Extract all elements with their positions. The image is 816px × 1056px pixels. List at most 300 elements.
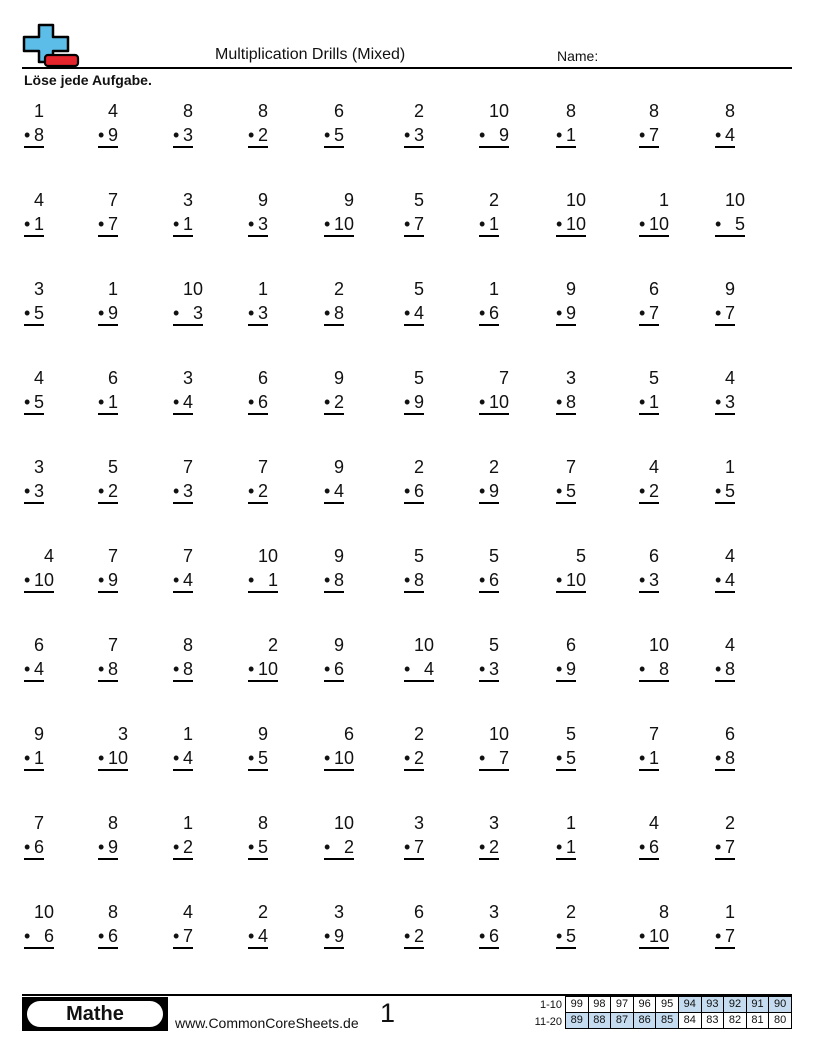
- multiplier-line: [404, 391, 424, 415]
- multiply-operator: •: [479, 125, 486, 145]
- problem: [324, 723, 354, 771]
- multiply-operator: •: [24, 570, 31, 590]
- multiplier-line: [324, 213, 354, 237]
- multiply-operator: •: [404, 659, 411, 679]
- multiply-operator: •: [173, 481, 180, 501]
- multiply-operator: •: [715, 926, 722, 946]
- problem: [556, 278, 576, 326]
- multiplicand: 6: [343, 724, 354, 744]
- score-row-label: 11-20: [534, 1016, 562, 1028]
- multiplier: 5: [257, 748, 268, 768]
- multiplier-line: [173, 836, 193, 860]
- multiply-operator: •: [479, 837, 486, 857]
- multiplicand: 4: [43, 546, 54, 566]
- problem: [173, 723, 193, 771]
- problem: [324, 634, 344, 682]
- score-cell: 80: [769, 1013, 792, 1029]
- multiplicand: 1: [182, 813, 193, 833]
- multiply-operator: •: [404, 481, 411, 501]
- multiply-operator: •: [24, 125, 31, 145]
- multiplier-line: [24, 747, 44, 771]
- multiply-operator: •: [479, 926, 486, 946]
- problem: [639, 634, 669, 682]
- problem: [715, 100, 735, 148]
- multiplier: 6: [488, 570, 499, 590]
- multiplier: 9: [333, 926, 344, 946]
- multiplier-line: [479, 391, 509, 415]
- multiplicand: 6: [33, 635, 44, 655]
- multiplier: 6: [107, 926, 118, 946]
- score-cell: 81: [746, 1013, 769, 1029]
- problem: [479, 367, 509, 415]
- multiply-operator: •: [248, 303, 255, 323]
- multiply-operator: •: [715, 659, 722, 679]
- multiplicand: 4: [724, 546, 735, 566]
- multiply-operator: •: [556, 481, 563, 501]
- multiply-operator: •: [404, 926, 411, 946]
- multiplier-line: [248, 925, 268, 949]
- multiplicand: 5: [413, 190, 424, 210]
- multiplicand: 10: [182, 279, 203, 299]
- multiplicand: 3: [33, 279, 44, 299]
- multiplier-line: [556, 836, 576, 860]
- multiplicand: 7: [498, 368, 509, 388]
- multiplicand: 5: [107, 457, 118, 477]
- problem: [404, 901, 424, 949]
- multiplier-line: [639, 124, 659, 148]
- multiply-operator: •: [173, 214, 180, 234]
- problem: [173, 278, 203, 326]
- problem: [248, 545, 278, 593]
- multiplier: 10: [488, 392, 509, 412]
- multiplicand: 10: [648, 635, 669, 655]
- multiply-operator: •: [639, 748, 646, 768]
- score-cell: 90: [769, 997, 792, 1013]
- multiplicand: 8: [182, 101, 193, 121]
- problem: [715, 189, 745, 237]
- multiplicand: 5: [565, 724, 576, 744]
- multiplier: 5: [33, 392, 44, 412]
- multiplicand: 2: [413, 457, 424, 477]
- multiplier-line: [98, 658, 118, 682]
- multiplicand: 6: [724, 724, 735, 744]
- multiply-operator: •: [715, 837, 722, 857]
- multiply-operator: •: [715, 125, 722, 145]
- multiplier: 7: [413, 214, 424, 234]
- multiplicand: 8: [182, 635, 193, 655]
- problem: [479, 901, 499, 949]
- problem: [639, 189, 669, 237]
- problem: [248, 189, 268, 237]
- score-table: [565, 996, 792, 1029]
- problem: [248, 100, 268, 148]
- problem: [715, 456, 735, 504]
- multiplier: 9: [413, 392, 424, 412]
- multiplicand: 5: [488, 546, 499, 566]
- multiply-operator: •: [404, 303, 411, 323]
- multiplier-line: [404, 925, 424, 949]
- multiply-operator: •: [324, 837, 331, 857]
- multiply-operator: •: [248, 748, 255, 768]
- multiply-operator: •: [715, 748, 722, 768]
- problem: [24, 634, 44, 682]
- multiplicand: 9: [333, 457, 344, 477]
- page-number: 1: [380, 998, 396, 1028]
- problem: [248, 634, 278, 682]
- multiplicand: 5: [488, 635, 499, 655]
- multiplicand: 6: [565, 635, 576, 655]
- problem: [324, 100, 344, 148]
- multiply-operator: •: [715, 392, 722, 412]
- multiply-operator: •: [556, 748, 563, 768]
- score-cell: 97: [611, 997, 634, 1013]
- multiplier-line: [715, 480, 735, 504]
- multiplier: 3: [257, 214, 268, 234]
- multiply-operator: •: [639, 214, 646, 234]
- multiplicand: 1: [658, 190, 669, 210]
- multiplicand: 10: [413, 635, 434, 655]
- subject-badge: [22, 997, 168, 1031]
- multiplier-line: [715, 391, 735, 415]
- problem: [24, 901, 54, 949]
- multiplier-line: [173, 658, 193, 682]
- multiplier-line: [404, 302, 424, 326]
- multiplicand: 7: [33, 813, 44, 833]
- multiplicand: 1: [724, 902, 735, 922]
- problem: [639, 456, 659, 504]
- multiplier-line: [98, 925, 118, 949]
- multiplier-line: [24, 658, 44, 682]
- multiply-operator: •: [248, 481, 255, 501]
- problem: [639, 723, 659, 771]
- multiplier-line: [248, 391, 268, 415]
- multiplier: 5: [33, 303, 44, 323]
- problem: [24, 456, 44, 504]
- multiply-operator: •: [556, 392, 563, 412]
- multiplier: 10: [565, 570, 586, 590]
- multiplier: 9: [565, 303, 576, 323]
- problem: [479, 634, 499, 682]
- multiplier: 10: [333, 214, 354, 234]
- multiplicand: 6: [333, 101, 344, 121]
- multiplicand: 2: [488, 190, 499, 210]
- multiply-operator: •: [556, 214, 563, 234]
- problem: [479, 812, 499, 860]
- multiply-operator: •: [715, 214, 722, 234]
- problem: [556, 901, 576, 949]
- multiplier: 10: [257, 659, 278, 679]
- multiplier: 10: [565, 214, 586, 234]
- multiplier: 8: [724, 748, 735, 768]
- multiplier-line: [324, 480, 344, 504]
- multiplier: 4: [182, 570, 193, 590]
- multiplicand: 7: [107, 635, 118, 655]
- multiplier: 1: [565, 125, 576, 145]
- multiplier: 1: [33, 214, 44, 234]
- problem: [24, 545, 54, 593]
- multiplier: 8: [724, 659, 735, 679]
- multiplicand: 8: [658, 902, 669, 922]
- multiplier: 9: [498, 125, 509, 145]
- multiplicand: 7: [107, 546, 118, 566]
- multiplier-line: [715, 658, 735, 682]
- multiplier: 4: [413, 303, 424, 323]
- multiply-operator: •: [324, 570, 331, 590]
- multiplier-line: [404, 836, 424, 860]
- multiplier-line: [324, 391, 344, 415]
- multiplicand: 1: [488, 279, 499, 299]
- multiplier-line: [639, 569, 659, 593]
- multiplier-line: [173, 747, 193, 771]
- multiplier-line: [639, 925, 669, 949]
- multiplier: 1: [107, 392, 118, 412]
- multiplier: 6: [43, 926, 54, 946]
- problem: [98, 189, 118, 237]
- multiplier-line: [248, 124, 268, 148]
- multiplicand: 3: [182, 368, 193, 388]
- multiplier: 4: [724, 570, 735, 590]
- problem: [715, 278, 735, 326]
- multiplier-line: [24, 836, 44, 860]
- multiplier-line: [639, 747, 659, 771]
- multiplier-line: [479, 213, 499, 237]
- multiplicand: 4: [33, 190, 44, 210]
- problem: [324, 812, 354, 860]
- multiply-operator: •: [404, 748, 411, 768]
- multiplier-line: [324, 925, 344, 949]
- multiplier-line: [479, 925, 499, 949]
- multiplier: 3: [192, 303, 203, 323]
- multiplicand: 3: [413, 813, 424, 833]
- problem: [556, 812, 576, 860]
- page-title: Multiplication Drills (Mixed): [215, 46, 406, 63]
- multiplier-line: [404, 480, 424, 504]
- multiply-operator: •: [98, 392, 105, 412]
- multiply-operator: •: [404, 570, 411, 590]
- multiplier: 3: [724, 392, 735, 412]
- problem: [24, 812, 44, 860]
- multiply-operator: •: [98, 481, 105, 501]
- multiply-operator: •: [404, 125, 411, 145]
- multiplier-line: [173, 124, 193, 148]
- website-text: www.CommonCoreSheets.de: [175, 1015, 359, 1031]
- multiplicand: 2: [267, 635, 278, 655]
- multiplier-line: [248, 836, 268, 860]
- multiplicand: 1: [257, 279, 268, 299]
- multiply-operator: •: [24, 303, 31, 323]
- multiplicand: 1: [724, 457, 735, 477]
- multiplier-line: [24, 569, 54, 593]
- multiplicand: 4: [648, 813, 659, 833]
- multiplier-line: [324, 836, 354, 860]
- multiplier-line: [556, 124, 576, 148]
- multiply-operator: •: [98, 748, 105, 768]
- multiply-operator: •: [556, 837, 563, 857]
- problem: [639, 278, 659, 326]
- problem: [479, 545, 499, 593]
- multiplicand: 5: [575, 546, 586, 566]
- multiplier: 3: [182, 481, 193, 501]
- multiplier-line: [479, 658, 499, 682]
- multiplier: 2: [333, 392, 344, 412]
- multiply-operator: •: [98, 214, 105, 234]
- multiplier-line: [556, 925, 576, 949]
- multiply-operator: •: [24, 837, 31, 857]
- multiply-operator: •: [98, 570, 105, 590]
- multiplier: 7: [648, 125, 659, 145]
- instruction-text: Löse jede Aufgabe.: [24, 72, 152, 88]
- multiplier: 2: [257, 481, 268, 501]
- problem: [639, 545, 659, 593]
- problem: [404, 367, 424, 415]
- problem: [248, 278, 268, 326]
- multiplicand: 8: [107, 902, 118, 922]
- multiplier-line: [479, 836, 499, 860]
- multiplier: 6: [488, 926, 499, 946]
- problem: [98, 901, 118, 949]
- multiplier: 2: [413, 926, 424, 946]
- name-label: Name:: [557, 48, 599, 64]
- problem: [479, 100, 509, 148]
- multiply-operator: •: [24, 748, 31, 768]
- problem: [173, 901, 193, 949]
- problem: [173, 456, 193, 504]
- multiply-operator: •: [324, 125, 331, 145]
- multiply-operator: •: [173, 570, 180, 590]
- multiplier-line: [556, 391, 576, 415]
- multiplier-line: [639, 213, 669, 237]
- subject-label: Mathe: [27, 1001, 163, 1027]
- multiplier-line: [479, 747, 509, 771]
- multiplier: 2: [648, 481, 659, 501]
- problem: [639, 812, 659, 860]
- multiplier-line: [98, 480, 118, 504]
- multiplier: 5: [724, 481, 735, 501]
- multiplier-line: [24, 302, 44, 326]
- multiplier: 9: [107, 303, 118, 323]
- problem: [248, 723, 268, 771]
- multiplier-line: [639, 302, 659, 326]
- problem: [404, 189, 424, 237]
- multiplicand: 4: [724, 368, 735, 388]
- score-cell: 89: [566, 1013, 589, 1029]
- multiplicand: 2: [413, 101, 424, 121]
- multiplier-line: [24, 391, 44, 415]
- score-row-labels: [520, 997, 562, 1031]
- problem: [24, 367, 44, 415]
- multiply-operator: •: [173, 748, 180, 768]
- problem: [479, 723, 509, 771]
- multiplier: 1: [182, 214, 193, 234]
- problem: [715, 723, 735, 771]
- multiplier: 10: [648, 214, 669, 234]
- multiplicand: 2: [333, 279, 344, 299]
- multiply-operator: •: [24, 659, 31, 679]
- multiplier-line: [324, 747, 354, 771]
- multiplier: 8: [413, 570, 424, 590]
- multiply-operator: •: [324, 303, 331, 323]
- multiplicand: 8: [565, 101, 576, 121]
- multiplier: 2: [257, 125, 268, 145]
- score-cell: 84: [678, 1013, 701, 1029]
- multiplier: 4: [182, 748, 193, 768]
- multiplier-line: [556, 302, 576, 326]
- multiplier: 1: [648, 748, 659, 768]
- multiplier-line: [404, 747, 424, 771]
- multiplicand: 7: [107, 190, 118, 210]
- multiplicand: 1: [565, 813, 576, 833]
- multiplier: 6: [33, 837, 44, 857]
- problem: [404, 278, 424, 326]
- multiplicand: 6: [648, 546, 659, 566]
- multiplier-line: [715, 302, 735, 326]
- problem: [324, 456, 344, 504]
- multiplier: 2: [343, 837, 354, 857]
- multiplier: 7: [724, 837, 735, 857]
- multiply-operator: •: [324, 481, 331, 501]
- problem: [98, 812, 118, 860]
- multiplier: 1: [488, 214, 499, 234]
- problem: [24, 723, 44, 771]
- multiplier: 9: [107, 125, 118, 145]
- multiplier: 6: [488, 303, 499, 323]
- multiplier-line: [98, 569, 118, 593]
- multiply-operator: •: [404, 837, 411, 857]
- multiplier: 8: [333, 303, 344, 323]
- multiplicand: 6: [413, 902, 424, 922]
- multiplicand: 8: [257, 813, 268, 833]
- multiplicand: 10: [333, 813, 354, 833]
- problem: [24, 278, 44, 326]
- multiplicand: 4: [33, 368, 44, 388]
- score-cell: 95: [656, 997, 679, 1013]
- multiplier-line: [173, 925, 193, 949]
- multiply-operator: •: [98, 659, 105, 679]
- multiply-operator: •: [98, 926, 105, 946]
- multiplier-line: [248, 480, 268, 504]
- multiplier-line: [639, 658, 669, 682]
- multiplier: 4: [333, 481, 344, 501]
- multiplier: 7: [498, 748, 509, 768]
- multiply-operator: •: [479, 570, 486, 590]
- multiplier: 8: [33, 125, 44, 145]
- score-row: [566, 1013, 792, 1029]
- multiplier: 7: [182, 926, 193, 946]
- multiplicand: 2: [565, 902, 576, 922]
- multiplicand: 9: [565, 279, 576, 299]
- multiplicand: 1: [107, 279, 118, 299]
- multiply-operator: •: [556, 659, 563, 679]
- multiplicand: 6: [648, 279, 659, 299]
- multiplier-line: [715, 569, 735, 593]
- multiplier: 5: [734, 214, 745, 234]
- multiplicand: 3: [33, 457, 44, 477]
- multiply-operator: •: [639, 837, 646, 857]
- multiply-operator: •: [639, 570, 646, 590]
- score-cell: 82: [724, 1013, 747, 1029]
- multiplier-line: [324, 569, 344, 593]
- multiplicand: 5: [413, 368, 424, 388]
- problem: [98, 456, 118, 504]
- multiplicand: 1: [182, 724, 193, 744]
- multiplier-line: [248, 213, 268, 237]
- multiplier: 2: [107, 481, 118, 501]
- multiplicand: 9: [343, 190, 354, 210]
- problem: [98, 634, 118, 682]
- multiplicand: 2: [488, 457, 499, 477]
- multiplier: 1: [648, 392, 659, 412]
- multiply-operator: •: [248, 659, 255, 679]
